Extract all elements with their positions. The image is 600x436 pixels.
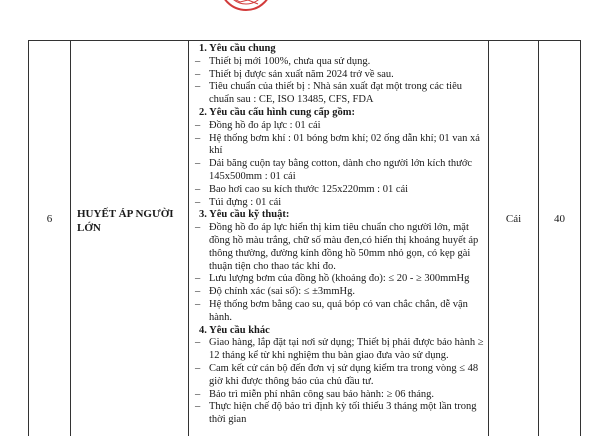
- spec-item-text: Thực hiện chế độ bảo trì định kỳ tối thiểu 3 tháng một lần trong thời gian: [209, 401, 477, 426]
- spec-item: [193, 133, 484, 159]
- bullet-dash-icon: –: [195, 196, 201, 208]
- spec-item: [193, 184, 484, 197]
- spec-item-text: Hệ thống bơm bằng cao su, quả bóp có van chắc chắn, dễ vận hành.: [209, 298, 468, 323]
- spec-item: [193, 69, 484, 82]
- row-number: 6: [46, 213, 53, 225]
- quantity-value: 40: [554, 213, 565, 225]
- spec-item-text: Thiết bị mới 100%, chưa qua sử dụng.: [209, 55, 371, 67]
- spec-item-text: Độ chính xác (sai số): ≤ ±3mmHg.: [209, 286, 355, 298]
- bullet-dash-icon: –: [195, 222, 201, 234]
- red-seal-stamp: [218, 0, 274, 12]
- spec-item: [193, 158, 484, 184]
- section-heading: 1. Yêu cầu chung: [199, 43, 276, 54]
- spec-item: [193, 197, 484, 210]
- bullet-dash-icon: –: [195, 286, 201, 298]
- spec-item-text: Túi đựng : 01 cái: [209, 196, 282, 208]
- spec-item-text: Hệ thống bơm khí : 01 bóng bơm khí; 02 ống dẫn khí; 01 van xả khí: [209, 132, 480, 157]
- bullet-dash-icon: –: [195, 81, 201, 93]
- spec-item: [193, 222, 484, 273]
- spec-item: [193, 56, 484, 69]
- spec-item-text: Bao hơi cao su kích thước 125x220mm : 01 cái: [209, 183, 409, 195]
- quantity-column: [539, 41, 581, 436]
- bullet-dash-icon: –: [195, 337, 201, 349]
- spec-item: [193, 389, 484, 402]
- spec-item-text: Tiêu chuẩn của thiết bị : Nhà sản xuất đạt một trong các tiêu chuẩn sau : CE, ISO 13485, CFS, FDA: [209, 81, 463, 106]
- spec-item-text: Đồng hồ đo áp lực : 01 cái: [209, 119, 321, 131]
- spec-item: [193, 363, 484, 389]
- bullet-dash-icon: –: [195, 362, 201, 374]
- spec-item: [193, 337, 484, 363]
- specification-content: [193, 43, 484, 427]
- device-name: HUYẾT ÁP NGƯỜI LỚN: [77, 208, 174, 234]
- spec-item-text: Bảo trì miễn phí nhân công sau bảo hành: ≥ 06 tháng.: [209, 388, 435, 400]
- spec-item-text: Giao hàng, lắp đặt tại nơi sử dụng; Thiết bị phải được bảo hành ≥ 12 tháng kể từ khi nghiệm thu bàn giao đưa vào sử dụng.: [209, 337, 484, 362]
- bullet-dash-icon: –: [195, 132, 201, 144]
- spec-item: [193, 299, 484, 325]
- spec-item: [193, 401, 484, 427]
- spec-item-text: Cam kết cử cán bộ đến đơn vị sử dụng kiểm tra trong vòng ≤ 48 giờ khi được thông báo của chủ đầu tư.: [209, 362, 479, 387]
- spec-item-text: Thiết bị được sản xuất năm 2024 trở về sau.: [209, 68, 394, 80]
- section-heading: 3. Yêu cầu kỹ thuật:: [199, 209, 290, 221]
- bullet-dash-icon: –: [195, 68, 201, 80]
- bullet-dash-icon: –: [195, 119, 201, 131]
- spec-item-text: Lưu lượng bơm của đồng hồ (khoảng đo): ≤ 20 - ≥ 300mmHg: [209, 273, 470, 285]
- name-column: [71, 41, 189, 436]
- spec-item: [193, 286, 484, 299]
- bullet-dash-icon: –: [195, 55, 201, 67]
- bullet-dash-icon: –: [195, 158, 201, 170]
- bullet-dash-icon: –: [195, 401, 201, 413]
- spec-item: [193, 81, 484, 107]
- section-heading: 2. Yêu cầu cấu hình cung cấp gồm:: [199, 106, 355, 118]
- spec-item-text: Dải băng cuộn tay bằng cotton, dành cho người lớn kích thước 145x500mm : 01 cái: [209, 158, 473, 182]
- bullet-dash-icon: –: [195, 298, 201, 310]
- stt-column: [29, 41, 71, 436]
- section-heading: 4. Yêu cầu khác: [199, 324, 270, 336]
- bullet-dash-icon: –: [195, 273, 201, 285]
- spec-item-text: Đồng hồ đo áp lực hiển thị kim tiêu chuẩn cho người lớn, mặt đồng hồ màu trắng, chữ số màu đen,có hiển thị khoảng huyết áp thông thường, đường kính đồng hồ 50mm nhỏ gọn, có kẹp gài thuận tiện cho thao tác khi đo.: [209, 222, 479, 272]
- spec-item: [193, 120, 484, 133]
- specification-column: [189, 41, 489, 436]
- unit-value: Cái: [505, 213, 522, 225]
- bullet-dash-icon: –: [195, 183, 201, 195]
- spec-item: [193, 273, 484, 286]
- bullet-dash-icon: –: [195, 388, 201, 400]
- requirements-table: [28, 40, 581, 436]
- unit-column: [489, 41, 539, 436]
